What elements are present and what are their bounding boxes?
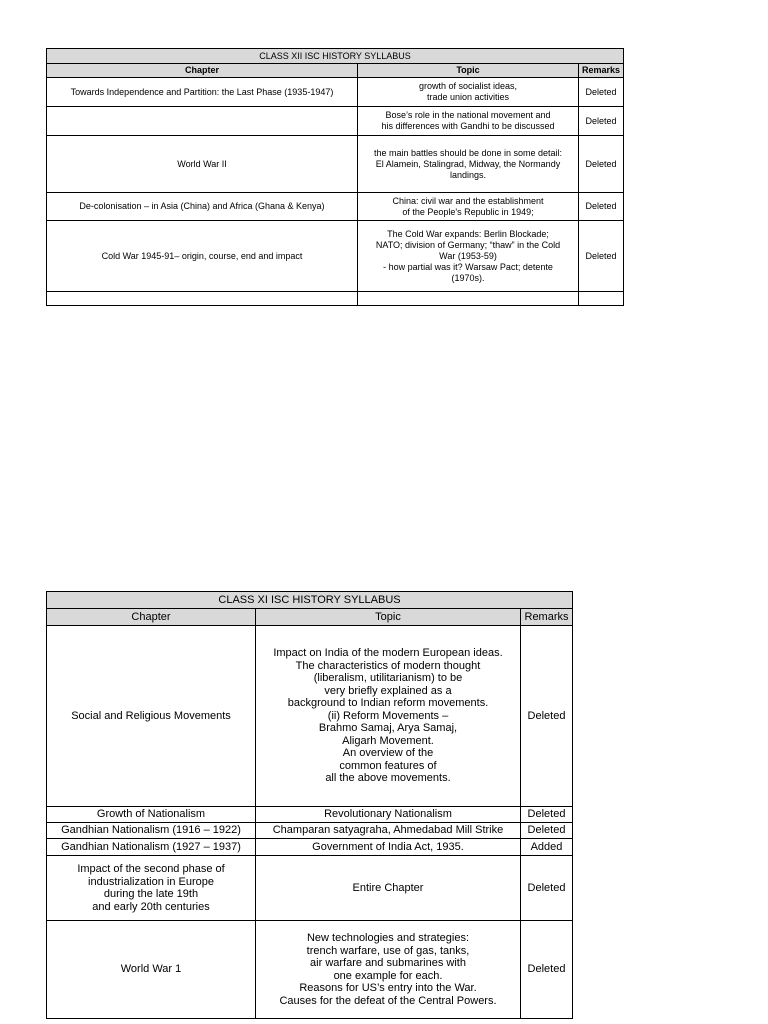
topic-cell: Impact on India of the modern European ideas. The characteristics of modern thought (liberalism, utilitarianism) to be very briefly explained as a background to Indian reform movements. (ii) Reform Movements – Brahmo Samaj, Arya Samaj, Aligarh Movement. An overview of the common features of all the above movements. — [256, 626, 521, 807]
chapter-cell: Gandhian Nationalism (1927 – 1937) — [47, 839, 256, 856]
column-header-topic: Topic — [358, 64, 579, 78]
chapter-cell: Gandhian Nationalism (1916 – 1922) — [47, 823, 256, 839]
chapter-cell: Growth of Nationalism — [47, 807, 256, 823]
column-header-chapter: Chapter — [47, 609, 256, 626]
empty-cell — [47, 292, 358, 306]
chapter-cell: De-colonisation – in Asia (China) and Africa (Ghana & Kenya) — [47, 193, 358, 221]
empty-table-row — [47, 292, 624, 306]
table-row — [47, 78, 624, 107]
table-row — [47, 193, 624, 221]
topic-cell: Government of India Act, 1935. — [256, 839, 521, 856]
table-row — [47, 921, 573, 1019]
remarks-cell: Deleted — [579, 221, 624, 292]
empty-cell — [358, 292, 579, 306]
table-row — [47, 221, 624, 292]
column-header-chapter: Chapter — [47, 64, 358, 78]
table-row — [47, 626, 573, 807]
remarks-cell: Deleted — [579, 107, 624, 136]
column-header-remarks: Remarks — [521, 609, 573, 626]
table-row — [47, 839, 573, 856]
table-row — [47, 823, 573, 839]
column-header-remarks: Remarks — [579, 64, 624, 78]
remarks-cell: Added — [521, 839, 573, 856]
remarks-cell: Deleted — [579, 193, 624, 221]
remarks-cell: Deleted — [579, 136, 624, 193]
table-title: CLASS XII ISC HISTORY SYLLABUS — [47, 49, 624, 64]
table-title: CLASS XI ISC HISTORY SYLLABUS — [47, 592, 573, 609]
topic-cell: growth of socialist ideas, trade union activities — [358, 78, 579, 107]
topic-cell: Bose’s role in the national movement and his differences with Gandhi to be discussed — [358, 107, 579, 136]
column-header-topic: Topic — [256, 609, 521, 626]
table-row — [47, 136, 624, 193]
chapter-cell: Cold War 1945-91– origin, course, end and impact — [47, 221, 358, 292]
topic-cell: New technologies and strategies: trench warfare, use of gas, tanks, air warfare and submarines with one example for each. Reasons for US’s entry into the War. Causes for the defeat of the Central Powers. — [256, 921, 521, 1019]
chapter-cell: Towards Independence and Partition: the Last Phase (1935-1947) — [47, 78, 358, 107]
remarks-cell: Deleted — [521, 823, 573, 839]
chapter-cell: Impact of the second phase of industrialization in Europe during the late 19th and early 20th centuries — [47, 856, 256, 921]
remarks-cell: Deleted — [521, 807, 573, 823]
remarks-cell: Deleted — [521, 921, 573, 1019]
remarks-cell: Deleted — [579, 78, 624, 107]
chapter-cell: Social and Religious Movements — [47, 626, 256, 807]
remarks-cell: Deleted — [521, 856, 573, 921]
chapter-cell — [47, 107, 358, 136]
empty-cell — [579, 292, 624, 306]
chapter-cell: World War 1 — [47, 921, 256, 1019]
table-row — [47, 856, 573, 921]
topic-cell: Revolutionary Nationalism — [256, 807, 521, 823]
table-row — [47, 807, 573, 823]
topic-cell: Entire Chapter — [256, 856, 521, 921]
topic-cell: Champaran satyagraha, Ahmedabad Mill Strike — [256, 823, 521, 839]
topic-cell: The Cold War expands: Berlin Blockade; NATO; division of Germany; “thaw” in the Cold War (1953-59) - how partial was it? Warsaw Pact; detente (1970s). — [358, 221, 579, 292]
topic-cell: China: civil war and the establishment of the People's Republic in 1949; — [358, 193, 579, 221]
class12-syllabus-table — [46, 48, 624, 306]
class11-syllabus-table — [46, 591, 573, 1019]
chapter-cell: World War II — [47, 136, 358, 193]
table-row — [47, 107, 624, 136]
remarks-cell: Deleted — [521, 626, 573, 807]
topic-cell: the main battles should be done in some detail: El Alamein, Stalingrad, Midway, the Normandy landings. — [358, 136, 579, 193]
